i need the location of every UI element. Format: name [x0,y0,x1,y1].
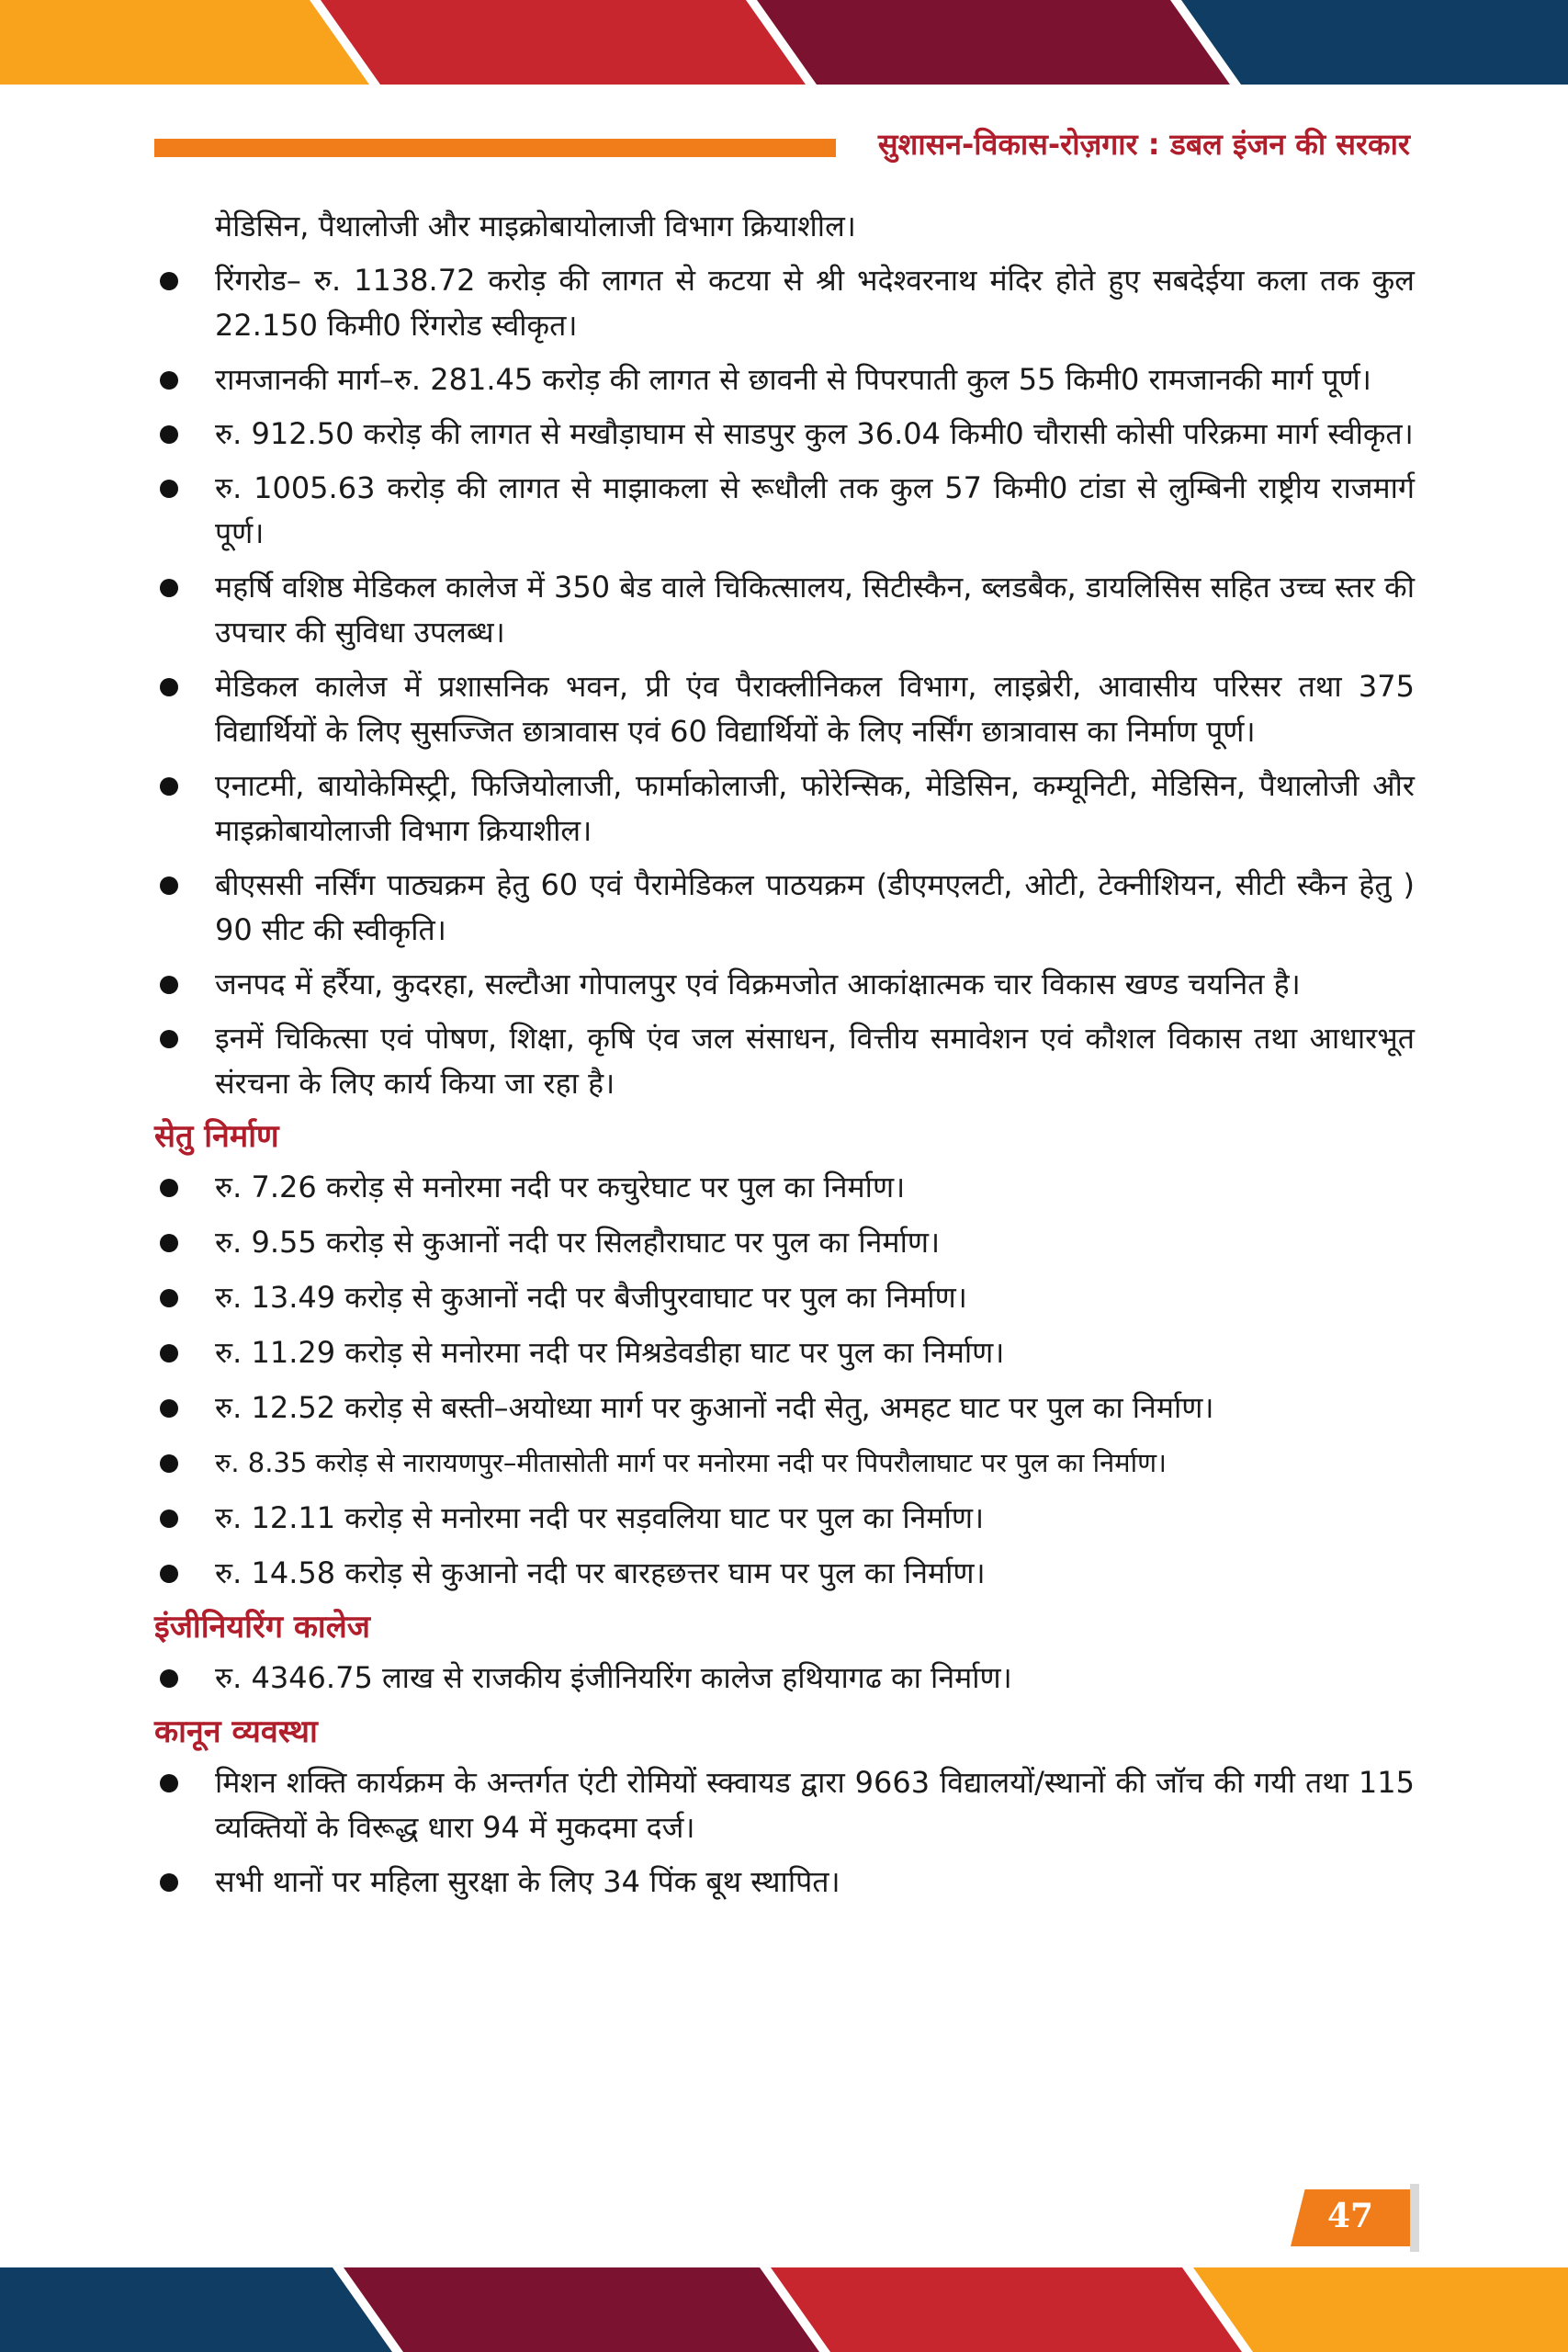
main-bullet-list [154,258,1415,1106]
list-item: रु. 4346.75 लाख से राजकीय इंजीनियरिंग कालेज हथियागढ का निर्माण। [154,1656,1415,1701]
list-item: रु. 11.29 करोड़ से मनोरमा नदी पर मिश्रडेवडीहा घाट पर पुल का निर्माण। [154,1330,1415,1375]
list-item: महर्षि वशिष्ठ मेडिकल कालेज में 350 बेड वाले चिकित्सालय, सिटीस्कैन, ब्लडबैक, डायलिसिस सहित उच्च स्तर की उपचार की सुविधा उपलब्ध। [154,565,1415,655]
page-number-tab [1291,2189,1410,2246]
engineering-bullet-list [154,1656,1415,1701]
list-item: रु. 12.52 करोड़ से बस्ती–अयोध्या मार्ग पर कुआनों नदी सेतु, अमहट घाट पर पुल का निर्माण। [154,1385,1415,1430]
list-item: सभी थानों पर महिला सुरक्षा के लिए 34 पिंक बूथ स्थापित। [154,1860,1415,1905]
list-item: इनमें चिकित्सा एवं पोषण, शिक्षा, कृषि एंव जल संसाधन, वित्तीय समावेशन एवं कौशल विकास तथा आधारभूत संरचना के लिए कार्य किया जा रहा है। [154,1016,1415,1106]
list-item: रिंगरोड– रु. 1138.72 करोड़ की लागत से कटया से श्री भदेश्वरनाथ मंदिर होते हुए सबदेईया कला तक कुल 22.150 किमी0 रिंगरोड स्वीकृत। [154,258,1415,348]
list-item: मिशन शक्ति कार्यक्रम के अन्तर्गत एंटी रोमियों स्क्वायड द्वारा 9663 विद्यालयों/स्थानों की जॉच की गयी तथा 115 व्यक्तियों के विरूद्ध धारा 94 में मुकदमा दर्ज। [154,1760,1415,1850]
section-heading-bridge: सेतु निर्माण [154,1118,279,1155]
bottom-decorative-band [0,2267,1568,2352]
list-item: मेडिकल कालेज में प्रशासनिक भवन, प्री एंव पैराक्लीनिकल विभाग, लाइब्रेरी, आवासीय परिसर तथा 375 विद्यार्थियों के लिए सुसज्जित छात्रावास एवं 60 विद्यार्थियों के लिए नर्सिंग छात्रावास का निर्माण पूर्ण। [154,664,1415,754]
top-band-graphic [0,0,1568,85]
intro-text: मेडिसिन, पैथालोजी और माइक्रोबायोलाजी विभाग क्रियाशील। [215,209,856,243]
header-title: सुशासन-विकास-रोज़गार : डबल इंजन की सरकार [877,127,1410,162]
list-item: रु. 14.58 करोड़ से कुआनो नदी पर बारहछत्तर घाम पर पुल का निर्माण। [154,1551,1415,1596]
main-content [154,204,1415,1914]
list-item: बीएससी नर्सिंग पाठ्यक्रम हेतु 60 एवं पैरामेडिकल पाठयक्रम (डीएमएलटी, ओटी, टेक्नीशियन, सीटी स्कैन हेतु ) 90 सीट की स्वीकृति। [154,863,1415,953]
list-item: रु. 7.26 करोड़ से मनोरमा नदी पर कचुरेघाट पर पुल का निर्माण। [154,1165,1415,1210]
list-item: रु. 13.49 करोड़ से कुआनों नदी पर बैजीपुरवाघाट पर पुल का निर्माण। [154,1275,1415,1320]
bottom-band-graphic [0,2267,1568,2352]
law-order-bullet-list [154,1760,1415,1905]
bridge-bullet-list [154,1165,1415,1596]
list-item: जनपद में हर्रैया, कुदरहा, सल्टौआ गोपालपुर एवं विक्रमजोत आकांक्षात्मक चार विकास खण्ड चयनित है। [154,962,1415,1007]
top-decorative-band [0,0,1568,85]
section-heading-law-order: कानून व्यवस्था [154,1713,318,1750]
list-item: रामजानकी मार्ग–रु. 281.45 करोड़ की लागत से छावनी से पिपरपाती कुल 55 किमी0 रामजानकी मार्ग पूर्ण। [154,357,1415,402]
running-header [154,126,1410,163]
section-heading-engineering: इंजीनियरिंग कालेज [154,1609,371,1645]
list-item: रु. 8.35 करोड़ से नारायणपुर–मीतासोती मार्ग पर मनोरमा नदी पर पिपरौलाघाट पर पुल का निर्माण। [154,1441,1415,1486]
list-item: एनाटमी, बायोकेमिस्ट्री, फिजियोलाजी, फार्माकोलाजी, फोरेन्सिक, मेडिसिन, कम्यूनिटी, मेडिसिन, पैथालोजी और माइक्रोबायोलाजी विभाग क्रियाशील। [154,763,1415,854]
list-item: रु. 9.55 करोड़ से कुआनों नदी पर सिलहौराघाट पर पुल का निर्माण। [154,1220,1415,1265]
header-accent-line [154,139,836,157]
page-number-shadow [1410,2184,1419,2252]
list-item: रु. 12.11 करोड़ से मनोरमा नदी पर सड़वलिया घाट पर पुल का निर्माण। [154,1496,1415,1541]
list-item: रु. 1005.63 करोड़ की लागत से माझाकला से रूधौली तक कुल 57 किमी0 टांडा से लुम्बिनी राष्ट्रीय राजमार्ग पूर्ण। [154,466,1415,556]
list-item: रु. 912.50 करोड़ की लागत से मखौड़ाघाम से साडपुर कुल 36.04 किमी0 चौरासी कोसी परिक्रमा मार्ग स्वीकृत। [154,412,1415,457]
page-number: 47 [1326,2197,1374,2235]
